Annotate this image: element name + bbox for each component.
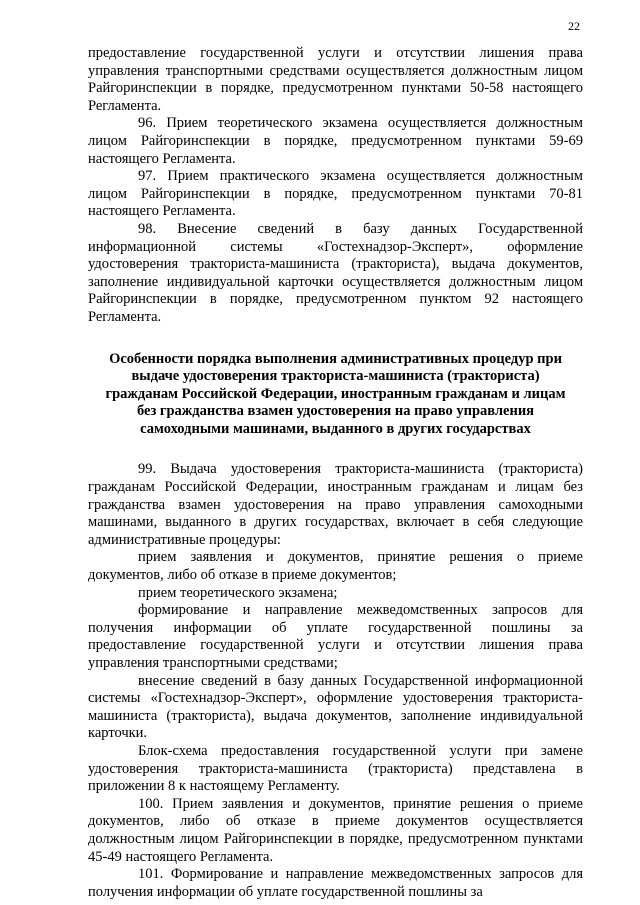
section-heading: Особенности порядка выполнения административных процедур при выдаче удостоверения тракториста-машиниста (тракториста) гражданам Российской Федерации, иностранным гражданам и лицам без гражданства взамен удостоверения на право управления самоходными машинами, выданного в других государствах xyxy=(105,350,566,437)
list-item-theory-exam: прием теоретического экзамена; xyxy=(138,584,338,601)
document-body xyxy=(88,45,583,901)
paragraph-100: 100. Прием заявления и документов, принятие решения о приеме документов, либо об отказе в приеме документов осуществляется должностным лицом Райгоринспекции в порядке, предусмотренном пунктами 45-49 настоящего Регламента. xyxy=(88,795,583,865)
list-item-database: внесение сведений в базу данных Государственной информационной системы «Гостехнадзор-Эксперт», оформление удостоверения тракториста-машиниста (тракториста), выдача документов, заполнение индивидуальной карточки. xyxy=(88,672,583,742)
paragraph-96: 96. Прием теоретического экзамена осуществляется должностным лицом Райгоринспекции в порядке, предусмотренном пунктами 59-69 настоящего Регламента. xyxy=(88,115,583,167)
paragraph-97: 97. Прием практического экзамена осуществляется должностным лицом Райгоринспекции в порядке, предусмотренном пунктами 70-81 настоящего Регламента. xyxy=(88,168,583,220)
paragraph-99: 99. Выдача удостоверения тракториста-машиниста (тракториста) гражданам Российской Федерации, иностранным гражданам и лицам без гражданства взамен удостоверения на право управления самоходными машинами, выданного в других государствах, включает в себя следующие административные процедуры: xyxy=(88,461,583,548)
paragraph-101: 101. Формирование и направление межведомственных запросов для получения информации об уплате государственной пошлины за xyxy=(88,866,583,900)
list-item-reception: прием заявления и документов, принятие решения о приеме документов, либо об отказе в приеме документов; xyxy=(88,549,583,584)
paragraph-flowchart: Блок-схема предоставления государственной услуги при замене удостоверения тракториста-машиниста (тракториста) представлена в приложении 8 к настоящему Регламенту. xyxy=(88,742,583,795)
paragraph-continuation: предоставление государственной услуги и отсутствии лишения права управления транспортными средствами осуществляется должностным лицом Райгоринспекции в порядке, предусмотренном пунктами 50-58 настоящего Регламента. xyxy=(88,45,583,114)
list-item-requests: формирование и направление межведомственных запросов для получения информации об уплате государственной пошлины за предоставление государственной услуги и отсутствии лишения права управления транспортными средствами; xyxy=(88,602,583,671)
page-number: 22 xyxy=(568,19,580,33)
paragraph-98: 98. Внесение сведений в базу данных Государственной информационной системы «Гостехнадзор-Эксперт», оформление удостоверения тракториста-машиниста (тракториста), выдача документов, заполнение индивидуальной карточки осуществляется должностным лицом Райгоринспекции в порядке, предусмотренном пунктом 92 настоящего Регламента. xyxy=(88,220,583,325)
